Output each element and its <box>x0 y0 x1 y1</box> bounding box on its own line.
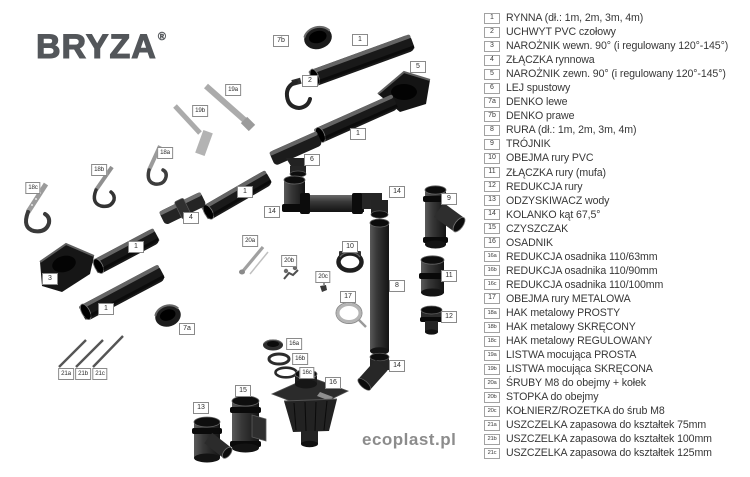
part-ring-16b <box>269 354 289 364</box>
diagram-tag-1: 1 <box>237 186 253 198</box>
part-elbow-14-bottom <box>356 353 389 392</box>
diagram-tag-19b: 19b <box>192 105 208 117</box>
legend-item-number: 16 <box>484 237 500 248</box>
legend-item-label: REDUKCJA osadnika 110/63mm <box>506 250 658 263</box>
legend-item-number: 13 <box>484 195 500 206</box>
legend-item <box>484 11 750 25</box>
legend-item-label: REDUKCJA osadnika 110/100mm <box>506 278 664 291</box>
legend-item-label: LISTWA mocująca PROSTA <box>506 349 637 362</box>
legend-item-number: 7a <box>484 97 500 108</box>
legend-item-number: 16b <box>484 265 500 276</box>
diagram-tag-11: 11 <box>441 270 457 282</box>
diagram-tag-18b: 18b <box>91 164 107 176</box>
registered-mark: ® <box>157 31 167 43</box>
part-foot-20b <box>284 266 298 279</box>
diagram-tag-14: 14 <box>389 360 405 372</box>
legend-item-number: 7b <box>484 111 500 122</box>
legend-item-number: 1 <box>484 13 500 24</box>
legend-item <box>484 376 750 390</box>
diagram-tag-4: 4 <box>183 212 199 224</box>
legend-item-label: RURA (dł.: 1m, 2m, 3m, 4m) <box>506 124 637 137</box>
legend-item-number: 20b <box>484 392 500 403</box>
legend-item <box>484 404 750 418</box>
legend-item-number: 17 <box>484 293 500 304</box>
legend-item <box>484 320 750 334</box>
legend-item-label: DENKO lewe <box>506 96 568 109</box>
part-screws-20a <box>239 247 268 275</box>
part-strip-19a <box>206 86 252 128</box>
diagram-tag-19a: 19a <box>225 84 241 96</box>
part-end-cap-7a <box>152 302 183 330</box>
legend-item <box>484 208 750 222</box>
legend-item <box>484 95 750 109</box>
diagram-tag-20a: 20a <box>242 235 258 247</box>
legend-item <box>484 39 750 53</box>
part-tee-9 <box>423 186 467 249</box>
legend-item-label: NAROŻNIK zewn. 90° (i regulowany 120°-145°) <box>506 68 726 81</box>
legend-item-label: USZCZELKA zapasowa do kształtek 75mm <box>506 419 707 432</box>
diagram-tag-7b: 7b <box>273 35 289 47</box>
part-rosette-20c <box>320 283 327 292</box>
part-connector-4 <box>158 190 208 227</box>
legend-item-label: OBEJMA rury PVC <box>506 152 594 165</box>
legend-item <box>484 222 750 236</box>
diagram-tag-16c: 16c <box>299 367 314 379</box>
legend-item-number: 21c <box>484 448 500 459</box>
diagram-tag-16: 16 <box>325 377 341 389</box>
part-gutter-1-mid <box>201 170 273 221</box>
diagram-tag-20c: 20c <box>315 271 330 283</box>
diagram-tag-15: 15 <box>235 385 251 397</box>
diagram-tag-7a: 7a <box>179 323 195 335</box>
diagram-tag-20b: 20b <box>281 255 297 267</box>
legend-item-label: STOPKA do obejmy <box>506 391 599 404</box>
legend-item-label: HAK metalowy PROSTY <box>506 307 621 319</box>
diagram-tag-1: 1 <box>352 34 368 46</box>
legend-item-number: 16a <box>484 251 500 262</box>
legend-item-label: HAK metalowy SKRĘCONY <box>506 321 636 334</box>
diagram-tag-9: 9 <box>441 193 457 205</box>
legend-item-label: KOLANKO kąt 67,5° <box>506 208 601 221</box>
legend-item <box>484 362 750 376</box>
legend-item-label: HAK metalowy REGULOWANY <box>506 335 653 348</box>
part-ring-16c <box>276 368 297 378</box>
diagram-tag-16b: 16b <box>292 353 308 365</box>
diagram-tag-16a: 16a <box>286 338 302 350</box>
legend-item <box>484 236 750 250</box>
legend-item <box>484 53 750 67</box>
part-catch-basin-16 <box>272 370 348 448</box>
diagram-tag-1: 1 <box>128 241 144 253</box>
diagram-tag-1: 1 <box>350 128 366 140</box>
legend-item-number: 16c <box>484 279 500 290</box>
legend-item-label: ŚRUBY M8 do obejmy + kołek <box>506 377 646 390</box>
legend-item-number: 8 <box>484 125 500 136</box>
legend-item-number: 6 <box>484 83 500 94</box>
legend-item-number: 15 <box>484 223 500 234</box>
part-corner-3 <box>40 244 94 292</box>
legend-item-number: 10 <box>484 153 500 164</box>
part-bracket-2 <box>287 78 310 108</box>
diagram-tag-13: 13 <box>193 402 209 414</box>
legend-item-number: 21b <box>484 434 500 445</box>
legend-item <box>484 348 750 362</box>
part-reducer-12 <box>420 306 444 335</box>
legend-item-number: 18c <box>484 336 500 347</box>
legend-item-number: 9 <box>484 139 500 150</box>
brand-name: BRYZA <box>36 28 157 66</box>
legend-item-number: 12 <box>484 181 500 192</box>
legend-item <box>484 25 750 39</box>
legend-item-number: 4 <box>484 55 500 66</box>
part-clamp-17 <box>336 303 366 328</box>
legend-item-number: 20c <box>484 406 500 417</box>
part-water-collector-13 <box>192 417 234 463</box>
part-hook-18a <box>148 146 166 184</box>
part-hook-18b <box>94 167 114 206</box>
legend-item-label: USZCZELKA zapasowa do kształtek 125mm <box>506 447 712 460</box>
part-hook-18c <box>26 184 49 231</box>
part-strip-19b <box>175 106 213 156</box>
legend-item <box>484 264 750 278</box>
legend-item-number: 5 <box>484 69 500 80</box>
legend-item <box>484 123 750 137</box>
diagram-tag-12: 12 <box>441 311 457 323</box>
part-gutter-1-midleft <box>91 228 160 275</box>
legend-item-label: TRÓJNIK <box>506 138 551 151</box>
legend-item <box>484 418 750 432</box>
legend-item <box>484 137 750 151</box>
part-outlet-6 <box>269 131 323 177</box>
legend-item <box>484 306 750 320</box>
legend-item-label: NAROŻNIK wewn. 90° (i regulowany 120°-145°) <box>506 40 729 53</box>
legend-item-label: LEJ spustowy <box>506 82 571 95</box>
legend-item-label: REDUKCJA rury <box>506 180 583 193</box>
legend-item <box>484 390 750 404</box>
diagram-tag-21c: 21c <box>92 368 107 380</box>
legend-item-label: ODZYSKIWACZ wody <box>506 194 610 207</box>
part-end-cap-7b <box>302 24 335 52</box>
legend-item-number: 3 <box>484 41 500 52</box>
legend-item-number: 19a <box>484 350 500 361</box>
legend-item-label: RYNNA (dł.: 1m, 2m, 3m, 4m) <box>506 12 644 25</box>
legend-item <box>484 166 750 180</box>
legend-item-label: USZCZELKA zapasowa do kształtek 100mm <box>506 433 712 446</box>
diagram-tag-18a: 18a <box>157 147 173 159</box>
legend-item-label: DENKO prawe <box>506 110 575 123</box>
legend-item <box>484 81 750 95</box>
legend-item-number: 14 <box>484 209 500 220</box>
diagram-tag-8: 8 <box>389 280 405 292</box>
diagram-tag-3: 3 <box>42 273 58 285</box>
legend-item <box>484 151 750 165</box>
legend-item <box>484 278 750 292</box>
legend-item-number: 18b <box>484 322 500 333</box>
legend-item-label: UCHWYT PVC czołowy <box>506 26 616 39</box>
part-gaskets-21 <box>59 336 123 367</box>
diagram-tag-6: 6 <box>304 154 320 166</box>
diagram-tag-10: 10 <box>342 241 358 253</box>
legend-item <box>484 67 750 81</box>
diagram-tag-5: 5 <box>410 61 426 73</box>
legend-item <box>484 180 750 194</box>
legend-item-label: KOŁNIERZ/ROZETKA do śrub M8 <box>506 405 665 418</box>
legend-item <box>484 109 750 123</box>
legend-item <box>484 292 750 306</box>
diagram-tag-18c: 18c <box>25 182 40 194</box>
legend-item <box>484 446 750 460</box>
part-ring-16a <box>263 340 283 351</box>
legend-list <box>484 11 750 461</box>
legend-item <box>484 194 750 208</box>
legend-item-number: 11 <box>484 167 500 178</box>
legend-item-number: 18a <box>484 308 500 319</box>
diagram-tag-1: 1 <box>98 303 114 315</box>
part-coupler-11 <box>419 256 446 297</box>
legend-item-number: 2 <box>484 27 500 38</box>
legend-item <box>484 250 750 264</box>
part-elbow-assembly-14 <box>282 176 388 218</box>
part-clamp-10 <box>339 251 362 271</box>
part-gutter-1-bottom <box>78 264 166 322</box>
legend-item-label: OBEJMA rury METALOWA <box>506 292 631 305</box>
legend-item-number: 21a <box>484 420 500 431</box>
part-pipe-8 <box>370 219 389 355</box>
legend-item-label: LISTWA mocująca SKRĘCONA <box>506 363 653 376</box>
legend-item <box>484 432 750 446</box>
diagram-tag-21b: 21b <box>75 368 91 380</box>
diagram-tag-14: 14 <box>264 206 280 218</box>
diagram-tag-2: 2 <box>302 75 318 87</box>
legend-item-number: 20a <box>484 378 500 389</box>
diagram-tag-21a: 21a <box>58 368 74 380</box>
watermark: ecoplast.pl <box>362 430 457 449</box>
legend-item-label: ZŁĄCZKA rury (mufa) <box>506 166 606 179</box>
legend-item-label: CZYSZCZAK <box>506 222 569 235</box>
legend-item-label: ZŁĄCZKA rynnowa <box>506 54 595 67</box>
legend-item-label: OSADNIK <box>506 236 553 249</box>
legend-item-label: REDUKCJA osadnika 110/90mm <box>506 264 658 277</box>
diagram-tag-14: 14 <box>389 186 405 198</box>
part-gutter-1-upper <box>313 94 398 144</box>
legend-item <box>484 334 750 348</box>
diagram-tag-17: 17 <box>340 291 356 303</box>
part-cleanout-15 <box>230 396 266 453</box>
legend-item-number: 19b <box>484 364 500 375</box>
